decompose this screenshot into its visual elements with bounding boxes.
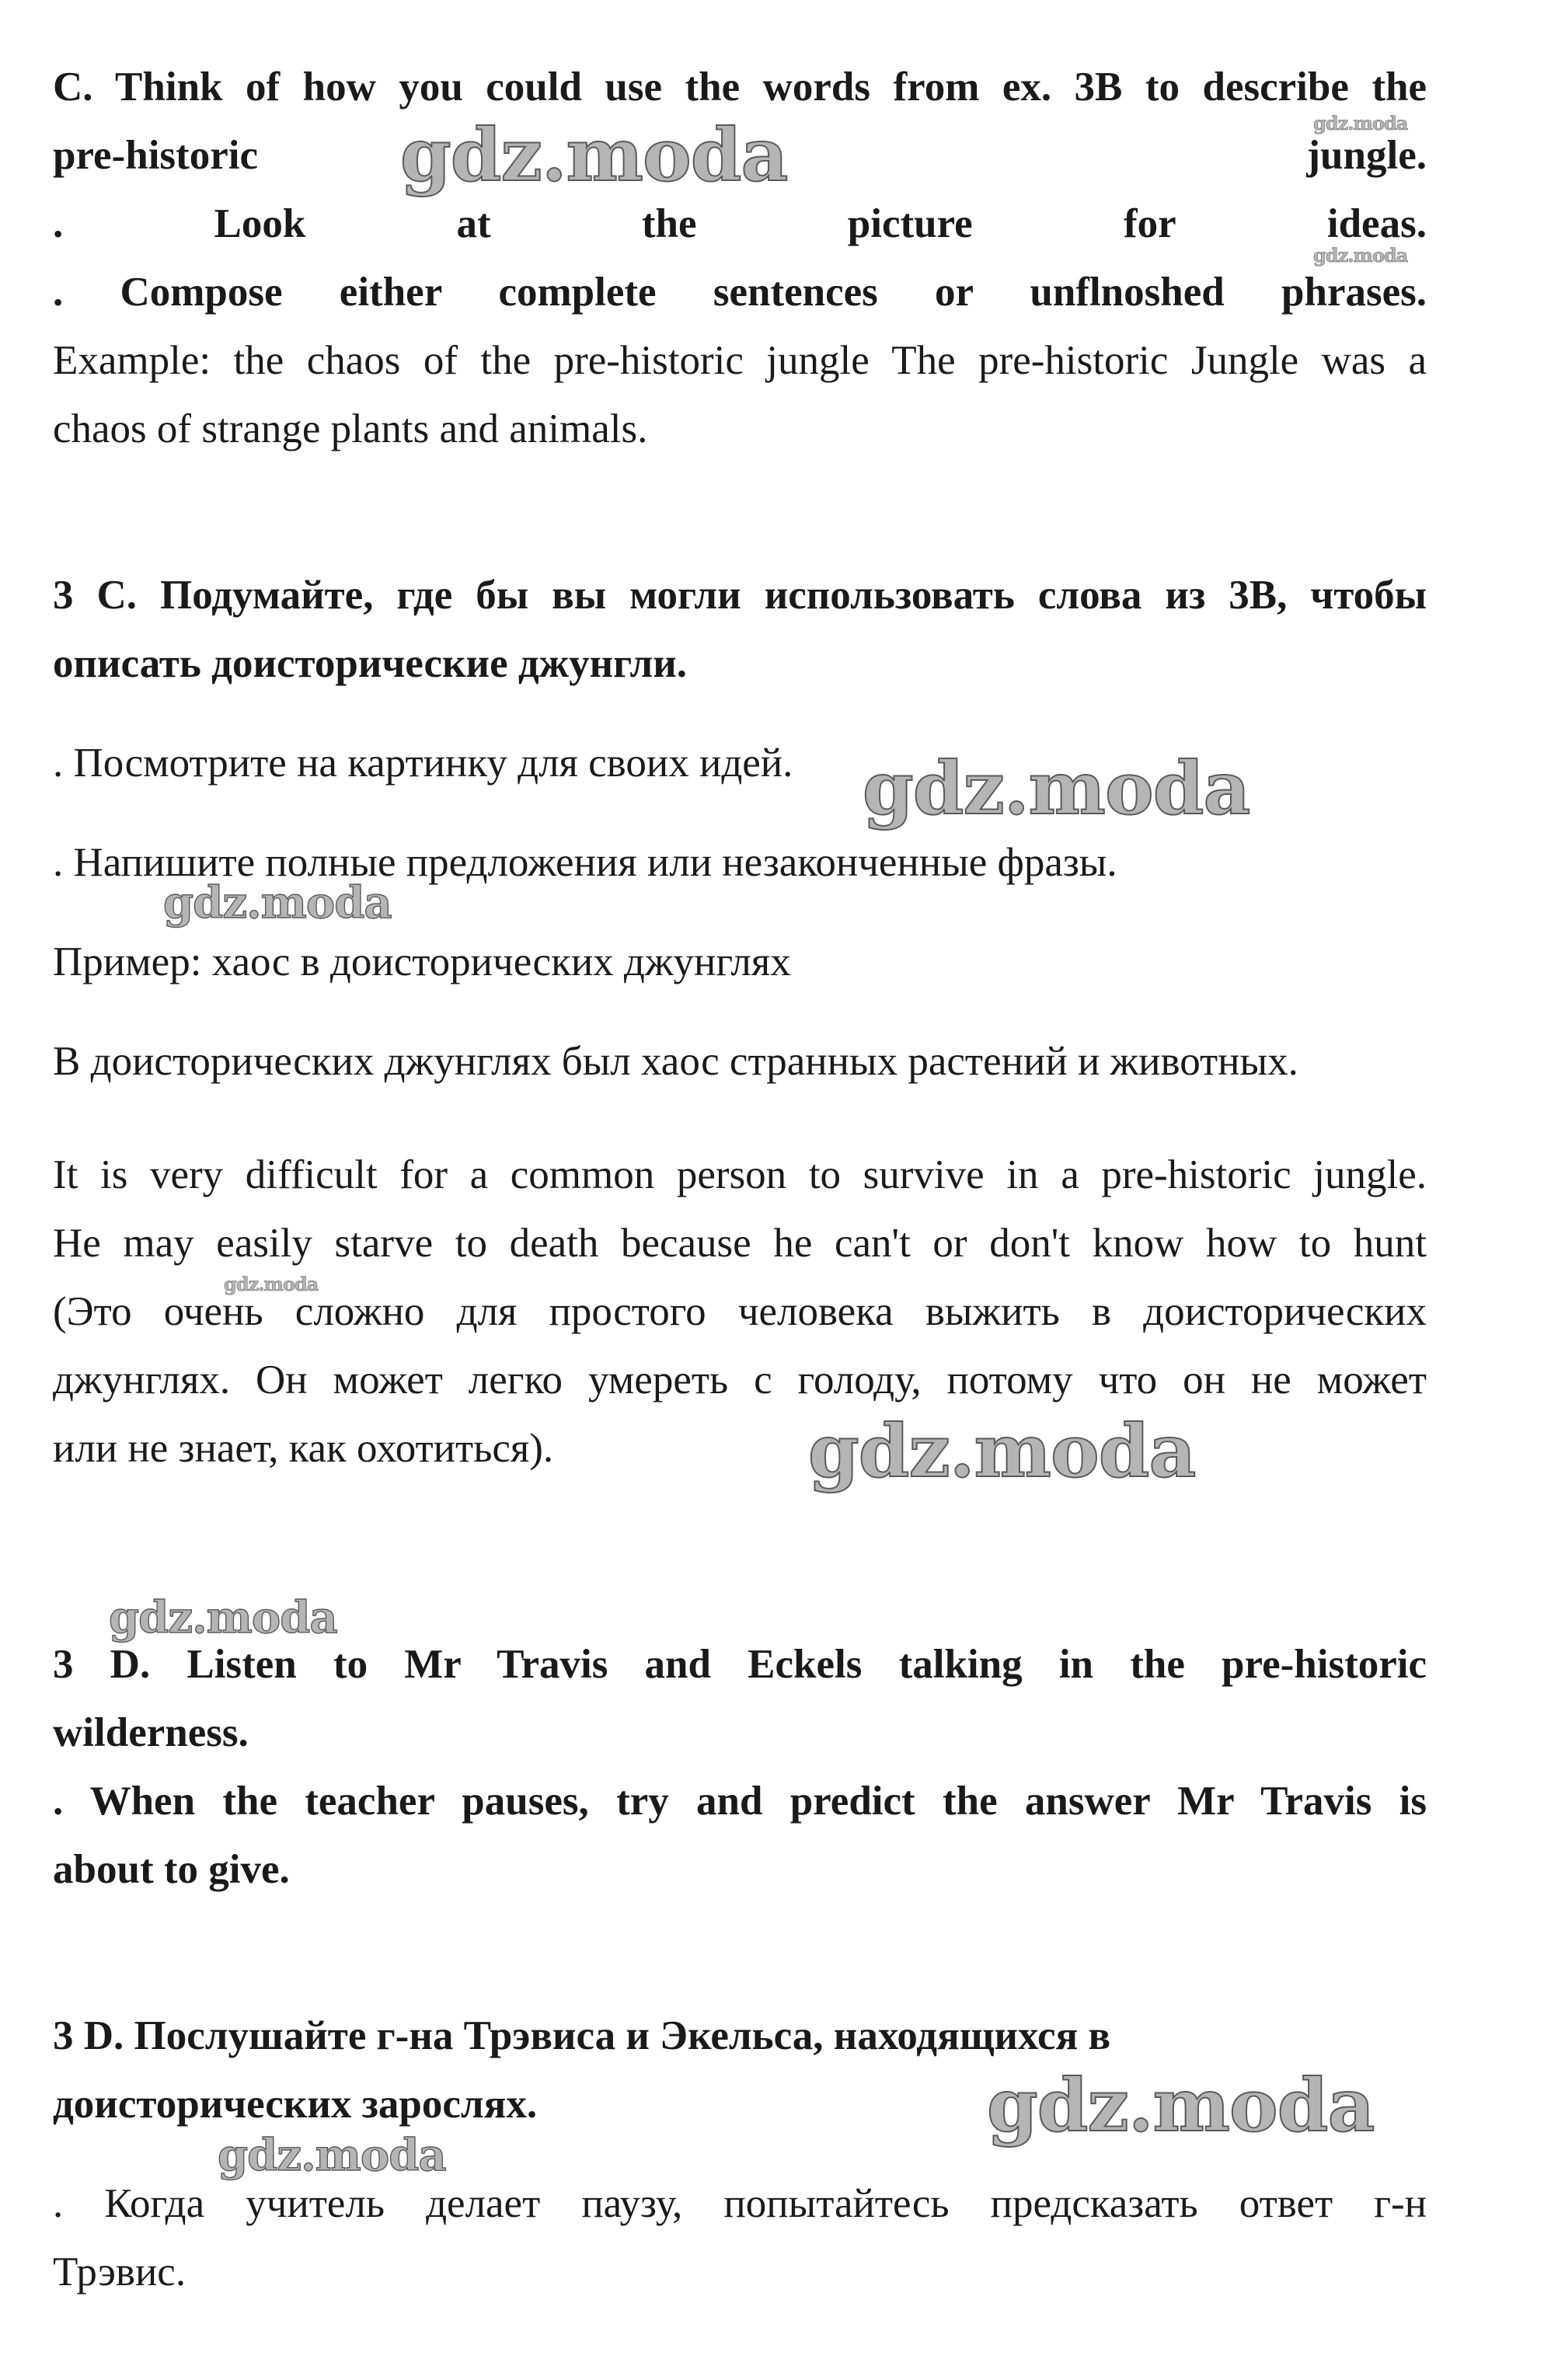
answer-line-3: (Это очень сложно для простого человека выжить в доисторических <box>53 1289 1427 1334</box>
task-3c-ru-heading-line-1: 3 С. Подумайте, где бы вы могли использовать слова из 3В, чтобы <box>53 573 1427 618</box>
word: picture <box>847 201 973 246</box>
answer-line-4: джунглях. Он может легко умереть с голоду, потому что он не может <box>53 1357 1427 1403</box>
watermark-logo: gdz.moda <box>1313 244 1408 267</box>
task-3c-instruction-compose: . Compose either complete sentences or unflnoshed phrases. <box>53 270 1427 315</box>
watermark-logo: gdz.moda <box>863 746 1250 831</box>
word: ideas. <box>1326 201 1427 246</box>
answer-line-1: It is very difficult for a common person to survive in a pre-historic jungle. <box>53 1152 1427 1197</box>
word: the <box>641 201 697 246</box>
task-3d-ru-instruction-line-1: . Когда учитель делает паузу, попытайтесь предсказать ответ г-н <box>53 2181 1427 2226</box>
task-3d-ru-heading-line-1: 3 D. Послушайте г-на Трэвиса и Экельса, находящихся в <box>53 2013 1111 2058</box>
word: . <box>53 201 64 246</box>
task-3d-ru-heading-line-2: доисторических зарослях. <box>53 2082 538 2127</box>
watermark-logo: gdz.moda <box>1313 112 1408 134</box>
watermark-logo: gdz.moda <box>987 2063 1375 2148</box>
watermark-logo: gdz.moda <box>163 877 392 929</box>
task-3d-instruction-line-1: . When the teacher pauses, try and predict the answer Mr Travis is <box>53 1779 1427 1824</box>
task-3c-instruction-look <box>53 200 1427 247</box>
watermark-logo: gdz.moda <box>808 1409 1196 1494</box>
answer-line-2: He may easily starve to death because he can't or don't know how to hunt <box>53 1221 1427 1266</box>
watermark-logo: gdz.moda <box>109 1592 337 1643</box>
task-3c-heading-line-2-left: pre-historic <box>53 133 258 178</box>
task-3c-ru-bullet-1: . Посмотрите на картинку для своих идей. <box>53 740 793 786</box>
answer-line-5: или не знает, как охотиться). <box>53 1426 554 1471</box>
task-3c-ru-bullet-2: . Напишите полные предложения или незаконченные фразы. <box>53 840 1117 885</box>
word: at <box>456 201 491 246</box>
word: for <box>1123 201 1176 246</box>
watermark-logo: gdz.moda <box>224 1273 319 1295</box>
watermark-logo: gdz.moda <box>400 113 788 198</box>
task-3c-ru-heading-line-2: описать доисторические джунгли. <box>53 641 688 686</box>
task-3c-heading-line-2-right: jungle. <box>1306 133 1427 178</box>
watermark-logo: gdz.moda <box>218 2130 446 2181</box>
word: Look <box>214 201 306 246</box>
task-3c-example-line-2: chaos of strange plants and animals. <box>53 406 648 451</box>
task-3d-ru-instruction-line-2: Трэвис. <box>53 2249 186 2295</box>
task-3c-heading-line-1: C. Think of how you could use the words from ex. 3B to describe the <box>53 64 1427 110</box>
task-3d-heading-line-1: 3 D. Listen to Mr Travis and Eckels talking in the pre-historic <box>53 1642 1427 1687</box>
task-3d-heading-line-2: wilderness. <box>53 1710 249 1755</box>
task-3c-example-line-1: Example: the chaos of the pre-historic jungle The pre-historic Jungle was a <box>53 338 1427 383</box>
task-3c-ru-example: Пример: хаос в доисторических джунглях <box>53 939 791 984</box>
task-3d-instruction-line-2: about to give. <box>53 1847 290 1892</box>
task-3c-ru-example-translation: В доисторических джунглях был хаос странных растений и животных. <box>53 1039 1298 1084</box>
